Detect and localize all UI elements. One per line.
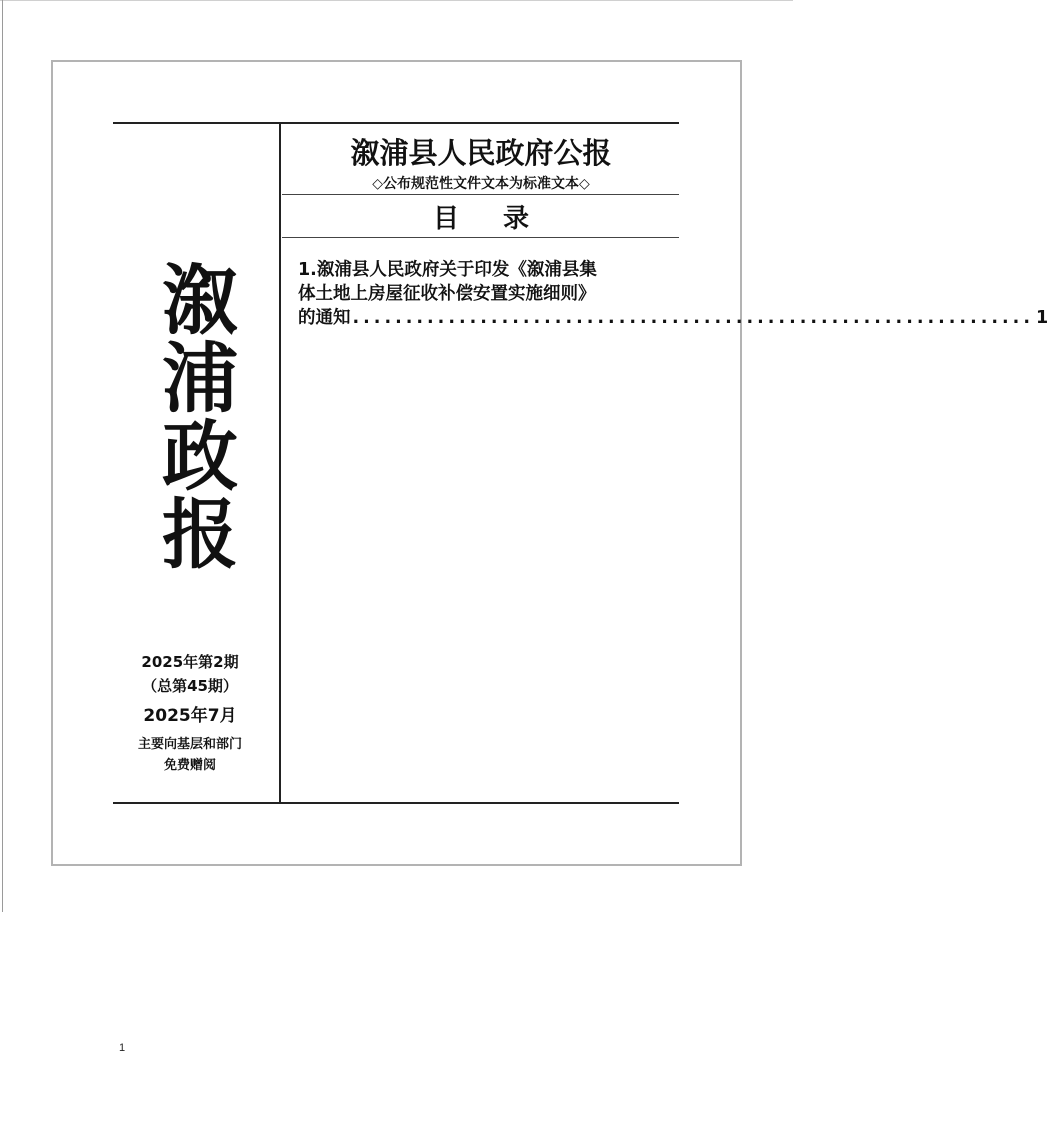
issue-number: 2025年第2期 (141, 653, 239, 671)
toc-heading: 目录 (432, 204, 573, 234)
toc-entry[interactable] (298, 258, 1048, 330)
table-of-contents (298, 258, 1048, 330)
toc-entry-line3 (298, 306, 1048, 330)
total-issue-number: （总第45期） (142, 677, 238, 695)
title-underline (282, 194, 679, 195)
toc-entry-line2: 体土地上房屋征收补偿安置实施细则》 (298, 284, 596, 304)
masthead-title: 溆浦政报 (162, 256, 238, 579)
distribution-note-line1: 主要向基层和部门 (137, 737, 242, 752)
toc-entry-number: 1. (298, 260, 317, 280)
toc-entry-page-number: 1 (1035, 308, 1048, 328)
distribution-note-line2: 免费赠阅 (163, 758, 216, 773)
bulletin-title: 溆浦县人民政府公报 (350, 136, 612, 170)
issue-info (110, 650, 270, 776)
toc-entry-title-line3: 的通知 (298, 308, 351, 328)
toc-heading-underline (282, 237, 679, 238)
issue-date: 2025年7月 (143, 706, 237, 726)
bottom-rule (113, 802, 679, 804)
page-left-border (2, 0, 3, 912)
toc-leader-dots: ................................................................ (352, 308, 1034, 328)
footer-page-number: 1 (119, 1042, 126, 1054)
column-divider (279, 122, 281, 804)
bulletin-subtitle: ◇公布规范性文件文本为标准文本◇ (372, 176, 590, 192)
toc-entry-title-line1: 溆浦县人民政府关于印发《溆浦县集 (316, 260, 597, 280)
top-rule (113, 122, 679, 124)
toc-entry-line1 (298, 258, 738, 282)
